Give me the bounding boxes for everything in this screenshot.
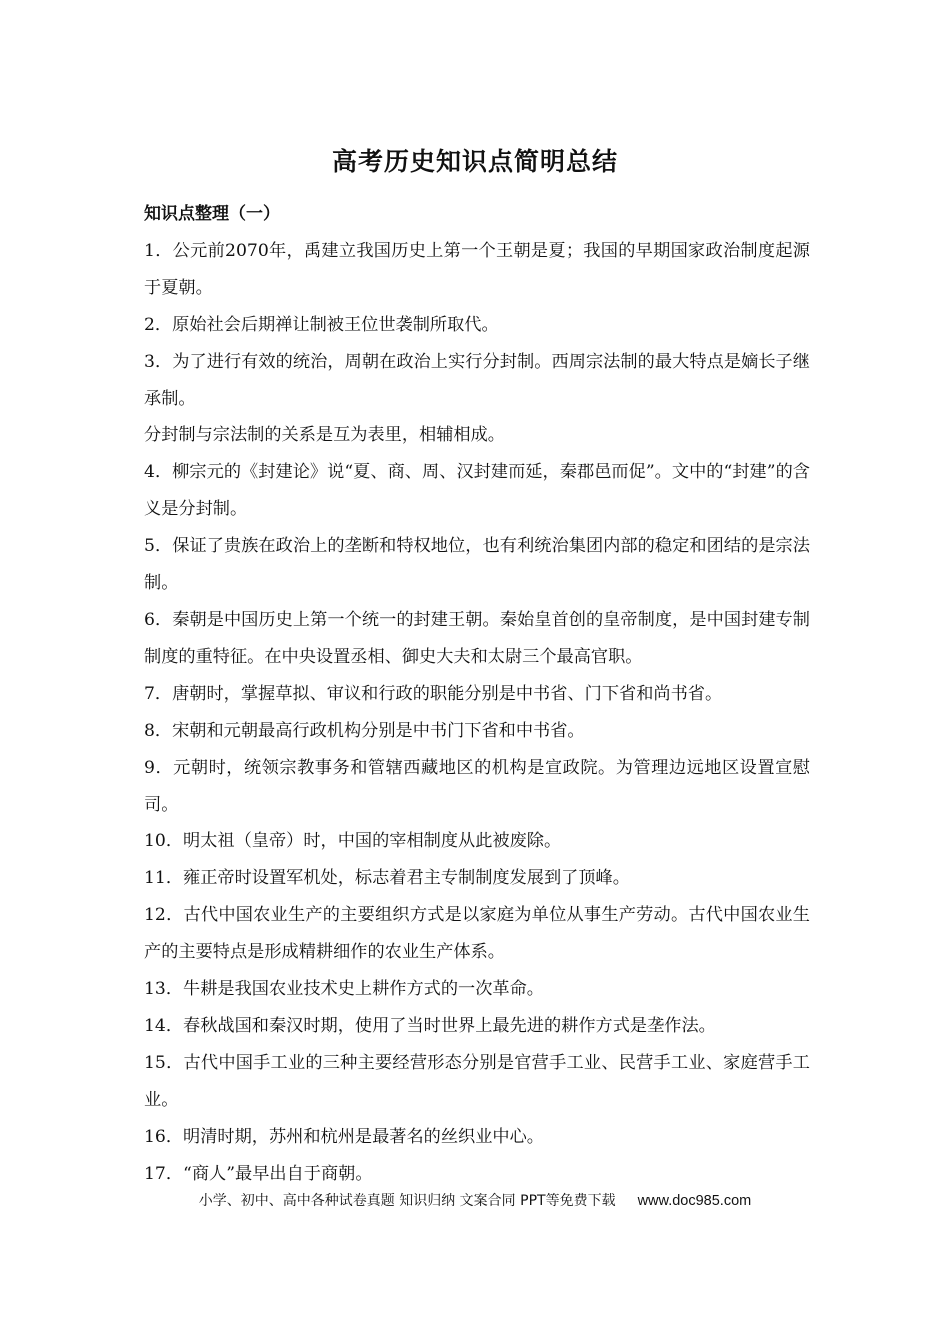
paragraph-6: 6．秦朝是中国历史上第一个统一的封建王朝。秦始皇首创的皇帝制度，是中国封建专制制度的重特征。在中央设置丞相、御史大夫和太尉三个最高官职。 [144, 609, 810, 667]
paragraph-17: 17．“商人”最早出自于商朝。 [144, 1163, 373, 1184]
paragraph-14: 14．春秋战国和秦汉时期，使用了当时世界上最先进的耕作方式是垄作法。 [144, 1015, 716, 1036]
paragraph-3-note: 分封制与宗法制的关系是互为表里，相辅相成。 [144, 425, 505, 446]
paragraph-13: 13．牛耕是我国农业技术史上耕作方式的一次革命。 [144, 979, 544, 1000]
paragraph-10: 10．明太祖（皇帝）时，中国的宰相制度从此被废除。 [144, 831, 562, 852]
paragraph-1: 1．公元前2070年，禹建立我国历史上第一个王朝是夏；我国的早期国家政治制度起源于夏朝。 [144, 240, 810, 298]
paragraph-16: 16．明清时期，苏州和杭州是最著名的丝织业中心。 [144, 1126, 544, 1147]
paragraph-8: 8．宋朝和元朝最高行政机构分别是中书门下省和中书省。 [144, 720, 585, 741]
paragraph-2: 2．原始社会后期禅让制被王位世袭制所取代。 [144, 314, 499, 335]
paragraph-5: 5．保证了贵族在政治上的垄断和特权地位，也有利统治集团内部的稳定和团结的是宗法制。 [144, 536, 810, 594]
paragraph-4: 4．柳宗元的《封建论》说“夏、商、周、汉封建而延，秦郡邑而促”。文中的“封建”的含义是分封制。 [144, 462, 810, 520]
section-heading: 知识点整理（一） [144, 204, 280, 224]
page-footer [0, 1189, 950, 1213]
paragraph-15: 15．古代中国手工业的三种主要经营形态分别是官营手工业、民营手工业、家庭营手工业。 [144, 1052, 810, 1110]
paragraph-12: 12．古代中国农业生产的主要组织方式是以家庭为单位从事生产劳动。古代中国农业生产的主要特点是形成精耕细作的农业生产体系。 [144, 905, 810, 963]
page-title: 高考历史知识点简明总结 [331, 147, 618, 176]
footer-url: www.doc985.com [637, 1193, 752, 1209]
document-body [144, 196, 810, 1192]
paragraph-9: 9．元朝时，统领宗教事务和管辖西藏地区的机构是宣政院。为管理边远地区设置宣慰司。 [144, 757, 810, 815]
paragraph-7: 7．唐朝时，掌握草拟、审议和行政的职能分别是中书省、门下省和尚书省。 [144, 683, 723, 704]
paragraph-3: 3．为了进行有效的统治，周朝在政治上实行分封制。西周宗法制的最大特点是嫡长子继承制。 [144, 351, 810, 409]
footer-text: 小学、初中、高中各种试卷真题 知识归纳 文案合同 PPT等免费下载 [198, 1193, 616, 1209]
paragraph-11: 11．雍正帝时设置军机处，标志着君主专制制度发展到了顶峰。 [144, 868, 630, 889]
